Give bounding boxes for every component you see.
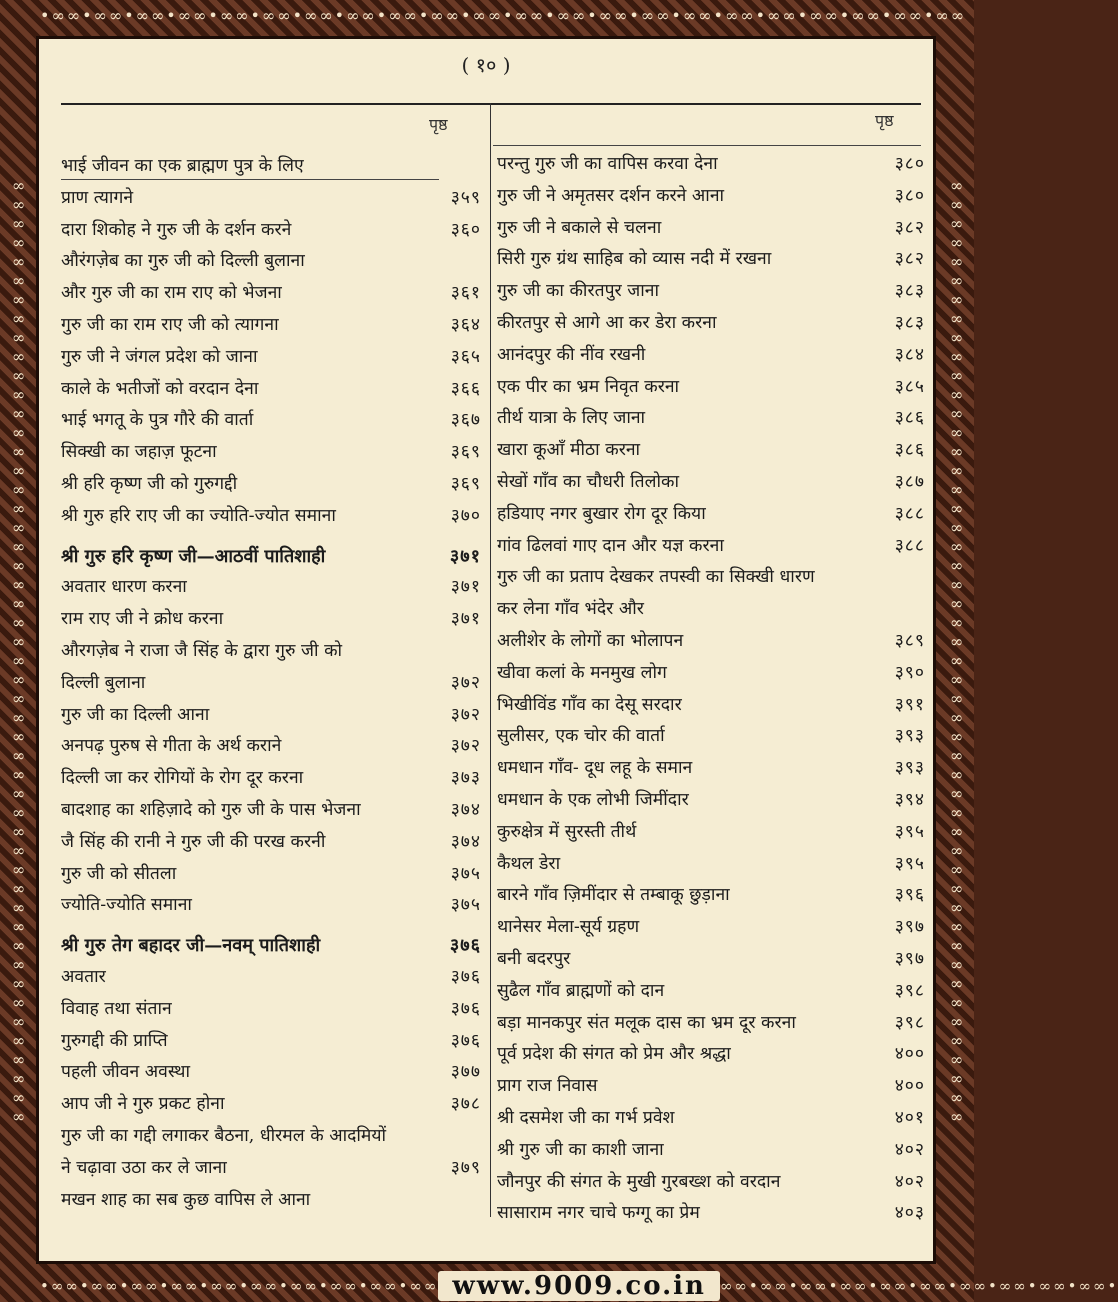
entry-page-number: ३७७ [450, 1062, 481, 1083]
contents-entry [61, 469, 481, 501]
contents-entry [61, 604, 481, 636]
entry-page-number: ३८८ [894, 535, 925, 556]
bottom-ornament-border [40, 1271, 1118, 1301]
entry-title: श्री गुरु हरि कृष्ण जी—आठवीं पातिशाही [61, 545, 326, 567]
page-number: ( १० ) [461, 53, 511, 77]
entry-page-number: ३६७ [450, 410, 481, 431]
contents-entry [61, 151, 481, 183]
right-page-column-header: पृष्ठ [875, 111, 894, 130]
contents-entry [497, 308, 925, 340]
entry-title: भाई जीवन का एक ब्राह्मण पुत्र के लिए [61, 156, 304, 176]
entry-title: परन्तु गुरु जी का वापिस करवा देना [497, 154, 718, 174]
entry-page-number: ३७९ [450, 1157, 481, 1178]
entry-title: अवतार धारण करना [61, 577, 187, 598]
entry-page-number: ३९६ [894, 885, 925, 906]
entry-page-number: ३७६ [449, 935, 481, 957]
entry-title: बड़ा मानकपुर संत मलूक दास का भ्रम दूर करना [497, 1012, 796, 1033]
entry-title: पूर्व प्रदेश की संगत को प्रेम और श्रद्धा [497, 1044, 731, 1065]
contents-entry [497, 531, 925, 563]
entry-title: गुरुगद्दी की प्राप्ति [61, 1030, 168, 1051]
contents-entry [61, 1185, 481, 1217]
contents-entry [61, 1121, 481, 1153]
entry-page-number: ४०२ [894, 1171, 925, 1192]
entry-title: ज्योति-ज्योति समाना [61, 895, 192, 916]
entry-page-number: ३८३ [894, 281, 925, 302]
contents-entry [61, 731, 481, 763]
contents-entry [61, 890, 481, 922]
entry-page-number: ३६९ [450, 473, 481, 494]
contents-entry [497, 1071, 925, 1103]
contents-entry [61, 310, 481, 342]
bottom-ornament-right: ∞∞•∞∞•∞∞•∞∞•∞∞•∞∞•∞∞•∞∞•∞∞•∞∞• [719, 1277, 1118, 1295]
entry-page-number: ३७५ [450, 895, 481, 916]
entry-page-number: ३८७ [894, 471, 925, 492]
contents-entry [61, 962, 481, 994]
entry-page-number: ३६५ [450, 346, 481, 367]
entry-title: धमधान के एक लोभी जिमींदार [497, 789, 689, 810]
contents-entry [497, 1135, 925, 1167]
right-header-rule [493, 145, 921, 146]
entry-title: श्री हरि कृष्ण जी को गुरुगद्दी [61, 473, 238, 494]
entry-title: दिल्ली जा कर रोगियों के रोग दूर करना [61, 768, 304, 789]
left-contents-column [61, 151, 481, 1216]
entry-page-number: ३८० [894, 154, 925, 174]
entry-page-number: ३७१ [449, 545, 481, 567]
entry-title: श्री दसमेश जी का गर्भ प्रवेश [497, 1107, 675, 1128]
entry-title: सुलीसर, एक चोर की वार्ता [497, 726, 665, 747]
contents-entry [61, 572, 481, 604]
contents-entry [61, 827, 481, 859]
contents-entry [497, 562, 925, 594]
contents-entry [61, 374, 481, 406]
entry-title: औरगज़ेब ने राजा जै सिंह के द्वारा गुरु जी को [61, 640, 343, 661]
entry-title: कर लेना गाँव भंदेर और [497, 599, 644, 620]
entry-page-number: ४०३ [894, 1203, 925, 1224]
entry-title: कैथल डेरा [497, 853, 561, 874]
bottom-ornament-left: •∞∞•∞∞•∞∞•∞∞•∞∞•∞∞•∞∞•∞∞•∞∞•∞∞ [40, 1277, 439, 1295]
contents-entry [497, 690, 925, 722]
contents-entry [61, 1026, 481, 1058]
entry-page-number: ३८२ [894, 249, 925, 270]
entry-page-number: ३७६ [450, 966, 481, 987]
entry-page-number: ४०१ [894, 1107, 925, 1128]
contents-entry [61, 246, 481, 278]
entry-page-number: ३८४ [894, 344, 925, 365]
entry-title: गुरु जी का कीरतपुर जाना [497, 281, 660, 302]
left-ornament-border: ∞∞∞∞∞∞∞∞∞∞∞∞∞∞∞∞∞∞∞∞∞∞∞∞∞∞∞∞∞∞∞∞∞∞∞∞∞∞∞∞∞∞∞∞∞∞∞∞∞∞ [9, 176, 28, 1126]
entry-title: खीवा कलां के मनमुख लोग [497, 662, 667, 683]
contents-entry [61, 215, 481, 247]
entry-page-number: ३७१ [450, 609, 481, 630]
entry-page-number: ३७८ [450, 1094, 481, 1115]
contents-entry [61, 437, 481, 469]
entry-title: प्राग राज निवास [497, 1076, 598, 1097]
contents-entry [497, 372, 925, 404]
contents-entry [497, 817, 925, 849]
entry-title: भिखीविंड गाँव का देसू सरदार [497, 694, 682, 715]
contents-entry [497, 1103, 925, 1135]
contents-entry [61, 668, 481, 700]
contents-entry [61, 278, 481, 310]
contents-entry [497, 1198, 925, 1230]
entry-title: सिक्खी का जहाज़ फूटना [61, 442, 217, 463]
entry-page-number: ३७४ [450, 799, 481, 820]
entry-title: थानेसर मेला-सूर्य ग्रहण [497, 917, 640, 938]
entry-title: दारा शिकोह ने गुरु जी के दर्शन करने [61, 219, 292, 240]
entry-title: हडियाए नगर बुखार रोग दूर किया [497, 503, 706, 524]
contents-entry [497, 181, 925, 213]
entry-title: विवाह तथा संतान [61, 998, 172, 1019]
entry-page-number: ३७२ [450, 672, 481, 693]
contents-entry [61, 1089, 481, 1121]
entry-title: गांव ढिलवां गाए दान और यज्ञ करना [497, 535, 724, 556]
entry-page-number: ३५९ [450, 187, 481, 208]
contents-entry [61, 795, 481, 827]
book-page [36, 36, 936, 1264]
contents-entry [497, 467, 925, 499]
entry-page-number: ३६६ [450, 378, 481, 399]
entry-page-number: ३६१ [450, 283, 481, 304]
entry-page-number: ३९८ [894, 1012, 925, 1033]
entry-title: पहली जीवन अवस्था [61, 1062, 190, 1083]
entry-page-number: ४०० [894, 1044, 925, 1065]
entry-page-number: ३८० [894, 185, 925, 206]
entry-title: मखन शाह का सब कुछ वापिस ले आना [61, 1189, 311, 1210]
contents-entry [497, 340, 925, 372]
contents-entry [497, 976, 925, 1008]
contents-entry [497, 1167, 925, 1199]
entry-title: कुरुक्षेत्र में सुरस्ती तीर्थ [497, 821, 637, 842]
contents-entry [61, 1153, 481, 1185]
entry-title: बादशाह का शहिज़ादे को गुरु जी के पास भेजना [61, 799, 361, 820]
contents-entry [497, 213, 925, 245]
entry-page-number: ३९३ [894, 758, 925, 779]
contents-entry [497, 403, 925, 435]
entry-title: आप जी ने गुरु प्रकट होना [61, 1094, 225, 1115]
entry-title: खारा कूआँ मीठा करना [497, 440, 641, 461]
entry-title: आनंदपुर की नींव रखनी [497, 344, 646, 365]
entry-title: गुरु जी ने अमृतसर दर्शन करने आना [497, 185, 725, 206]
entry-title: जौनपुर की संगत के मुखी गुरबख्श को वरदान [497, 1171, 781, 1192]
contents-entry [497, 435, 925, 467]
contents-entry [61, 859, 481, 891]
entry-title: सिरी गुरु ग्रंथ साहिब को व्यास नदी में रखना [497, 249, 772, 270]
entry-title: गुरु जी का राम राए जी को त्यागना [61, 314, 279, 335]
entry-page-number: ३७३ [450, 768, 481, 789]
contents-entry [497, 658, 925, 690]
contents-entry [61, 405, 481, 437]
entry-title: बनी बदरपुर [497, 948, 571, 969]
entry-page-number: ३७६ [450, 1030, 481, 1051]
entry-page-number: ३६९ [450, 442, 481, 463]
entry-title: प्राण त्यागने [61, 187, 134, 208]
contents-entry [61, 183, 481, 215]
contents-entry [497, 912, 925, 944]
entry-page-number: ३८३ [894, 312, 925, 333]
entry-page-number: ३७१ [450, 577, 481, 598]
contents-entry [61, 1057, 481, 1089]
contents-entry [61, 342, 481, 374]
entry-page-number: ३८९ [894, 630, 925, 651]
section-heading [61, 541, 481, 573]
entry-page-number: ३८८ [894, 503, 925, 524]
entry-title: अवतार [61, 966, 106, 987]
entry-title: अलीशेर के लोगों का भोलापन [497, 630, 684, 651]
entry-page-number: ३९१ [894, 694, 925, 715]
entry-title: गुरु जी का प्रताप देखकर तपस्वी का सिक्खी धारण [497, 567, 815, 588]
entry-title: श्री गुरु जी का काशी जाना [497, 1139, 664, 1160]
entry-title: सासाराम नगर चाचे फग्गू का प्रेम [497, 1203, 700, 1224]
entry-title: अनपढ़ पुरुष से गीता के अर्थ कराने [61, 736, 282, 757]
contents-entry [497, 944, 925, 976]
left-page-column-header: पृष्ठ [429, 115, 448, 134]
entry-title: श्री गुरु तेग बहादर जी—नवम् पातिशाही [61, 935, 321, 957]
contents-entry [497, 244, 925, 276]
entry-title: ने चढ़ावा उठा कर ले जाना [61, 1157, 227, 1178]
entry-page-number: ३९७ [894, 917, 925, 938]
entry-title: राम राए जी ने क्रोध करना [61, 609, 224, 630]
entry-page-number: ३९५ [894, 821, 925, 842]
entry-page-number: ३७६ [450, 998, 481, 1019]
contents-entry [61, 501, 481, 533]
contents-entry [497, 626, 925, 658]
entry-title: एक पीर का भ्रम निवृत करना [497, 376, 680, 397]
contents-entry [61, 700, 481, 732]
entry-page-number: ३८२ [894, 217, 925, 238]
entry-title: गुरु जी को सीतला [61, 863, 177, 884]
entry-page-number: ३६४ [450, 314, 481, 335]
entry-page-number: ३७० [450, 505, 481, 526]
entry-page-number: ३९७ [894, 948, 925, 969]
entry-title: गुरु जी का गद्दी लगाकर बैठना, धीरमल के आदमियों [61, 1125, 387, 1146]
entry-title: भाई भगतू के पुत्र गौरे की वार्ता [61, 410, 254, 431]
entry-page-number: ३७५ [450, 863, 481, 884]
entry-title: कीरतपुर से आगे आ कर डेरा करना [497, 312, 717, 333]
entry-title: श्री गुरु हरि राए जी का ज्योति-ज्योत समाना [61, 505, 336, 526]
entry-title: काले के भतीजों को वरदान देना [61, 378, 259, 399]
footer-website: www.9009.co.in [438, 1271, 720, 1301]
entry-page-number: ३९४ [894, 789, 925, 810]
contents-entry [61, 636, 481, 668]
entry-title: औरंगज़ेब का गुरु जी को दिल्ली बुलाना [61, 251, 305, 272]
entry-page-number: ३६० [450, 219, 481, 240]
entry-page-number: ३९३ [894, 726, 925, 747]
entry-title: धमधान गाँव- दूध लहू के समान [497, 758, 693, 779]
entry-title: बारने गाँव ज़िमींदार से तम्बाकू छुड़ाना [497, 885, 730, 906]
entry-title: गुरु जी ने बकाले से चलना [497, 217, 662, 238]
entry-page-number: ३७२ [450, 704, 481, 725]
entry-title: सुढैल गाँव ब्राह्मणों को दान [497, 980, 665, 1001]
entry-title: गुरु जी का दिल्ली आना [61, 704, 210, 725]
contents-entry [497, 1039, 925, 1071]
column-divider [490, 103, 491, 1217]
contents-entry [497, 880, 925, 912]
contents-entry [497, 276, 925, 308]
contents-entry [497, 149, 925, 181]
right-contents-column [497, 149, 925, 1230]
entry-page-number: ३८६ [894, 408, 925, 429]
entry-title: दिल्ली बुलाना [61, 672, 146, 693]
entry-page-number: ३८५ [894, 376, 925, 397]
contents-entry [497, 594, 925, 626]
contents-entry [497, 721, 925, 753]
contents-entry [497, 1008, 925, 1040]
contents-entry [497, 785, 925, 817]
entry-page-number: ३७२ [450, 736, 481, 757]
entry-title: तीर्थ यात्रा के लिए जाना [497, 408, 646, 429]
entry-page-number: ४०० [894, 1076, 925, 1097]
entry-title: गुरु जी ने जंगल प्रदेश को जाना [61, 346, 258, 367]
contents-entry [61, 994, 481, 1026]
top-ornament-border: •∞∞•∞∞•∞∞•∞∞•∞∞•∞∞•∞∞•∞∞•∞∞•∞∞•∞∞•∞∞•∞∞•∞∞•∞∞•∞∞•∞∞•∞∞•∞∞•∞∞•∞∞•∞∞ [40, 6, 967, 25]
contents-entry [497, 753, 925, 785]
entry-page-number: ३९८ [894, 980, 925, 1001]
entry-page-number: ४०२ [894, 1139, 925, 1160]
section-heading [61, 930, 481, 962]
entry-page-number: ३७४ [450, 831, 481, 852]
top-rule [61, 103, 921, 105]
contents-entry [61, 763, 481, 795]
entry-page-number: ३८६ [894, 440, 925, 461]
entry-page-number: ३९० [894, 662, 925, 683]
contents-entry [497, 849, 925, 881]
entry-title: और गुरु जी का राम राए को भेजना [61, 283, 282, 304]
entry-title: जै सिंह की रानी ने गुरु जी की परख करनी [61, 831, 326, 852]
entry-title: सेखों गाँव का चौधरी तिलोका [497, 471, 679, 492]
right-ornament-border: ∞∞∞∞∞∞∞∞∞∞∞∞∞∞∞∞∞∞∞∞∞∞∞∞∞∞∞∞∞∞∞∞∞∞∞∞∞∞∞∞∞∞∞∞∞∞∞∞∞∞ [947, 176, 966, 1126]
entry-page-number: ३९५ [894, 853, 925, 874]
contents-entry [497, 499, 925, 531]
